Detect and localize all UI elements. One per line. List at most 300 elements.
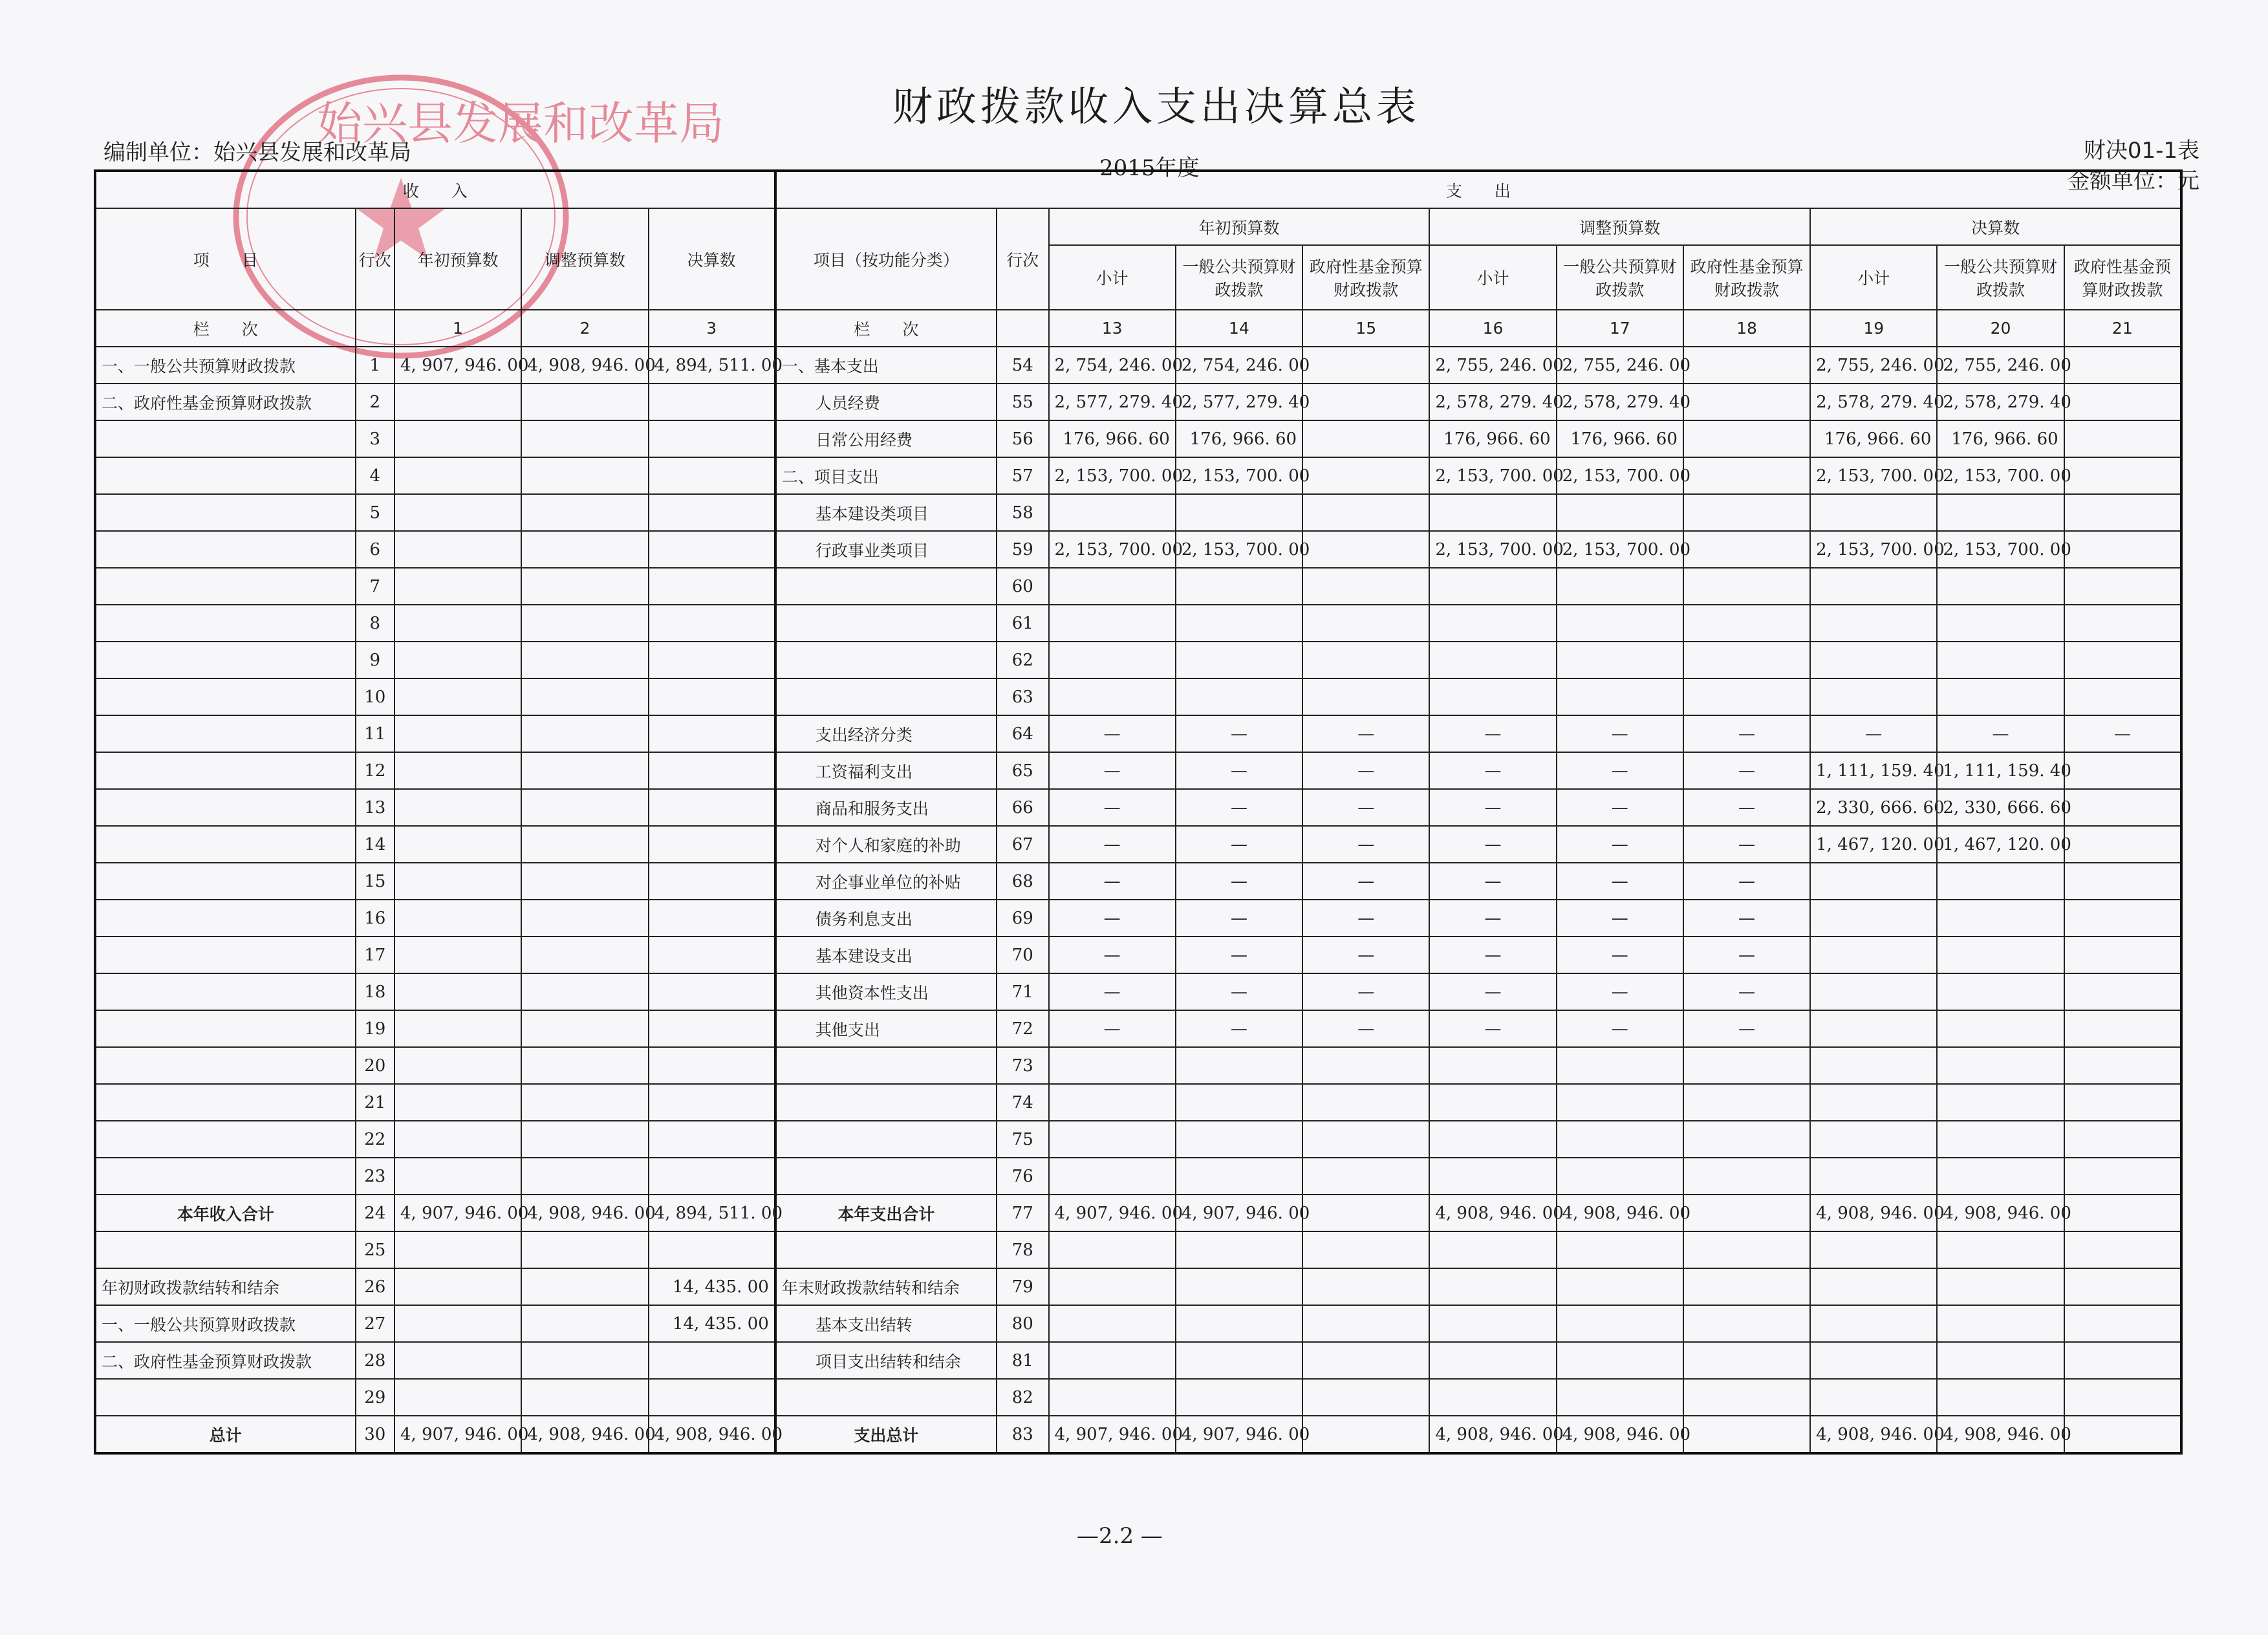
expense-value: — bbox=[1557, 973, 1683, 1010]
expense-value bbox=[2064, 937, 2181, 973]
fund-header: 政府性基金预算财政拨款 bbox=[1683, 245, 1810, 310]
expense-value: — bbox=[1049, 863, 1176, 900]
expense-value bbox=[1810, 605, 1937, 642]
item-header: 项 目 bbox=[95, 208, 356, 310]
expense-value bbox=[2064, 1047, 2181, 1084]
income-item-label bbox=[95, 605, 356, 642]
expense-value: 2, 577, 279. 40 bbox=[1049, 384, 1176, 420]
expense-item-label bbox=[775, 1231, 997, 1268]
income-initial-value bbox=[394, 826, 521, 863]
expense-value: — bbox=[1176, 900, 1302, 937]
expense-value: — bbox=[1049, 752, 1176, 789]
income-row-number: 6 bbox=[356, 531, 394, 568]
expense-value: — bbox=[1176, 937, 1302, 973]
income-initial-value bbox=[394, 715, 521, 752]
expense-value bbox=[1557, 1342, 1683, 1379]
income-initial-value bbox=[394, 789, 521, 826]
income-adjusted-value bbox=[521, 900, 648, 937]
expense-value: — bbox=[1049, 789, 1176, 826]
expense-value bbox=[1683, 568, 1810, 605]
income-initial-value bbox=[394, 1121, 521, 1158]
expense-row-number: 80 bbox=[997, 1305, 1049, 1342]
income-adjusted-value bbox=[521, 420, 648, 457]
income-adjusted-value bbox=[521, 1342, 648, 1379]
editor-unit: 编制单位：始兴县发展和改革局 bbox=[103, 140, 411, 166]
expense-value: 2, 578, 279. 40 bbox=[1937, 384, 2064, 420]
income-row-number: 18 bbox=[356, 973, 394, 1010]
income-adjusted-value bbox=[521, 531, 648, 568]
income-row-number: 9 bbox=[356, 642, 394, 678]
expense-value bbox=[1937, 642, 2064, 678]
income-initial-value bbox=[394, 1010, 521, 1047]
income-row-number: 15 bbox=[356, 863, 394, 900]
expense-value bbox=[1049, 1047, 1176, 1084]
expense-item-label bbox=[775, 605, 997, 642]
expense-item-label: 债务利息支出 bbox=[775, 900, 997, 937]
expense-value: 2, 755, 246. 00 bbox=[1557, 347, 1683, 384]
income-final-value bbox=[649, 1342, 775, 1379]
expense-value: — bbox=[1557, 900, 1683, 937]
expense-value bbox=[1176, 1084, 1302, 1121]
expense-value bbox=[1810, 1010, 1937, 1047]
table-row bbox=[95, 1231, 2181, 1268]
expense-item-label: 年末财政拨款结转和结余 bbox=[775, 1268, 997, 1305]
income-row-number: 14 bbox=[356, 826, 394, 863]
expense-value bbox=[2064, 678, 2181, 715]
expense-value bbox=[1683, 1416, 1810, 1453]
table-row bbox=[95, 494, 2181, 531]
grp-final-header: 决算数 bbox=[1810, 208, 2181, 245]
income-row-number: 24 bbox=[356, 1195, 394, 1231]
income-final-value: 14, 435. 00 bbox=[649, 1305, 775, 1342]
amount-unit: 金额单位：元 bbox=[2068, 168, 2199, 194]
expense-value bbox=[1049, 1084, 1176, 1121]
income-row-number: 7 bbox=[356, 568, 394, 605]
expense-item-label bbox=[775, 1121, 997, 1158]
expense-value bbox=[1302, 1158, 1429, 1195]
expense-value bbox=[2064, 1268, 2181, 1305]
table-row bbox=[95, 1047, 2181, 1084]
expense-row-number: 60 bbox=[997, 568, 1049, 605]
fund-header: 政府性基金预算财政拨款 bbox=[2064, 245, 2181, 310]
expense-value: — bbox=[1429, 937, 1556, 973]
expense-value bbox=[1937, 1010, 2064, 1047]
expense-value bbox=[1429, 1047, 1556, 1084]
expense-value bbox=[1049, 494, 1176, 531]
income-adjusted-value bbox=[521, 642, 648, 678]
expense-value: 4, 908, 946. 00 bbox=[1810, 1416, 1937, 1453]
expense-row-number: 59 bbox=[997, 531, 1049, 568]
expense-value bbox=[1176, 1379, 1302, 1416]
expense-value: 2, 577, 279. 40 bbox=[1176, 384, 1302, 420]
expense-value: 4, 907, 946. 00 bbox=[1049, 1416, 1176, 1453]
table-row bbox=[95, 826, 2181, 863]
expense-value bbox=[1176, 568, 1302, 605]
expense-value: 2, 754, 246. 00 bbox=[1176, 347, 1302, 384]
expense-value bbox=[2064, 1305, 2181, 1342]
table-row bbox=[95, 863, 2181, 900]
expense-value bbox=[1937, 1379, 2064, 1416]
expense-value: 1, 467, 120. 00 bbox=[1810, 826, 1937, 863]
income-final-value bbox=[649, 752, 775, 789]
expense-value bbox=[1176, 1047, 1302, 1084]
expense-value: — bbox=[1302, 863, 1429, 900]
expense-value bbox=[1176, 605, 1302, 642]
income-item-label bbox=[95, 1047, 356, 1084]
expense-item-label bbox=[775, 642, 997, 678]
expense-row-number: 66 bbox=[997, 789, 1049, 826]
table-row bbox=[95, 642, 2181, 678]
expense-value bbox=[1683, 420, 1810, 457]
expense-value bbox=[1429, 678, 1556, 715]
expense-value bbox=[1557, 605, 1683, 642]
income-initial-value bbox=[394, 900, 521, 937]
expense-value bbox=[1429, 1158, 1556, 1195]
expense-value: — bbox=[1557, 715, 1683, 752]
income-final-value bbox=[649, 420, 775, 457]
expense-value bbox=[1302, 1342, 1429, 1379]
expense-value: 176, 966. 60 bbox=[1049, 420, 1176, 457]
expense-value bbox=[1810, 1231, 1937, 1268]
income-row-number: 13 bbox=[356, 789, 394, 826]
expense-value bbox=[1302, 1416, 1429, 1453]
expense-value bbox=[1683, 457, 1810, 494]
table-row bbox=[95, 1195, 2181, 1231]
expense-value bbox=[2064, 752, 2181, 789]
expense-value: 2, 153, 700. 00 bbox=[1429, 531, 1556, 568]
income-adjusted-value bbox=[521, 1084, 648, 1121]
expense-row-number: 79 bbox=[997, 1268, 1049, 1305]
expense-value bbox=[1937, 900, 2064, 937]
income-row-number: 17 bbox=[356, 937, 394, 973]
expense-row-number: 67 bbox=[997, 826, 1049, 863]
income-adjusted-value bbox=[521, 752, 648, 789]
subtotal-header: 小计 bbox=[1429, 245, 1556, 310]
income-item-label bbox=[95, 1158, 356, 1195]
expense-value: — bbox=[1429, 826, 1556, 863]
income-item-label: 本年收入合计 bbox=[95, 1195, 356, 1231]
expense-value bbox=[1302, 347, 1429, 384]
expense-row-number: 73 bbox=[997, 1047, 1049, 1084]
income-final-value: 4, 908, 946. 00 bbox=[649, 1416, 775, 1453]
expense-value bbox=[1810, 900, 1937, 937]
income-final-value bbox=[649, 531, 775, 568]
expense-item-label: 日常公用经费 bbox=[775, 420, 997, 457]
expense-value: 4, 908, 946. 00 bbox=[1810, 1195, 1937, 1231]
expense-value bbox=[1683, 1121, 1810, 1158]
table-row bbox=[95, 752, 2181, 789]
income-adjusted-value bbox=[521, 605, 648, 642]
income-adjusted-value bbox=[521, 494, 648, 531]
form-number: 财决01-1表 bbox=[2083, 138, 2199, 164]
col-num: 21 bbox=[2064, 310, 2181, 347]
expense-value bbox=[2064, 1416, 2181, 1453]
expense-value: 4, 907, 946. 00 bbox=[1049, 1195, 1176, 1231]
expense-value bbox=[1810, 1268, 1937, 1305]
expense-value bbox=[1557, 1084, 1683, 1121]
col-num: 3 bbox=[649, 310, 775, 347]
expense-value bbox=[1683, 531, 1810, 568]
expense-value bbox=[1937, 1158, 2064, 1195]
income-item-label bbox=[95, 789, 356, 826]
expense-item-label bbox=[775, 1379, 997, 1416]
expense-value: — bbox=[1302, 789, 1429, 826]
expense-value bbox=[1810, 1084, 1937, 1121]
income-initial-value bbox=[394, 420, 521, 457]
expense-value: — bbox=[1429, 900, 1556, 937]
income-adjusted-value bbox=[521, 678, 648, 715]
expense-item-label: 对个人和家庭的补助 bbox=[775, 826, 997, 863]
expense-value bbox=[1176, 494, 1302, 531]
col-num: 13 bbox=[1049, 310, 1176, 347]
expense-value bbox=[1557, 1379, 1683, 1416]
income-item-label: 一、一般公共预算财政拨款 bbox=[95, 347, 356, 384]
income-row-number: 30 bbox=[356, 1416, 394, 1453]
expense-value bbox=[1557, 1047, 1683, 1084]
func-item-header: 项目（按功能分类） bbox=[775, 208, 997, 310]
expense-value bbox=[1937, 863, 2064, 900]
income-row-number: 23 bbox=[356, 1158, 394, 1195]
expense-value: 4, 908, 946. 00 bbox=[1429, 1416, 1556, 1453]
income-final-value bbox=[649, 973, 775, 1010]
income-item-label bbox=[95, 1010, 356, 1047]
expense-value: — bbox=[1176, 789, 1302, 826]
expense-item-label: 支出总计 bbox=[775, 1416, 997, 1453]
income-initial-value bbox=[394, 642, 521, 678]
expense-value: 2, 754, 246. 00 bbox=[1049, 347, 1176, 384]
income-initial-value bbox=[394, 605, 521, 642]
rowno-header: 行次 bbox=[356, 208, 394, 310]
income-initial-value bbox=[394, 1231, 521, 1268]
expense-value bbox=[1683, 1231, 1810, 1268]
income-item-label bbox=[95, 1231, 356, 1268]
table-row bbox=[95, 1268, 2181, 1305]
expense-value bbox=[2064, 900, 2181, 937]
expense-value: 176, 966. 60 bbox=[1937, 420, 2064, 457]
income-item-label bbox=[95, 715, 356, 752]
expense-value bbox=[1557, 678, 1683, 715]
expense-value bbox=[1049, 678, 1176, 715]
expense-value: 176, 966. 60 bbox=[1810, 420, 1937, 457]
expense-value: 2, 578, 279. 40 bbox=[1429, 384, 1556, 420]
expense-value bbox=[1302, 1084, 1429, 1121]
expense-value bbox=[2064, 826, 2181, 863]
expense-value bbox=[2064, 420, 2181, 457]
expense-value bbox=[1049, 1121, 1176, 1158]
income-row-number: 21 bbox=[356, 1084, 394, 1121]
expense-value bbox=[1810, 863, 1937, 900]
expense-value: 2, 153, 700. 00 bbox=[1176, 531, 1302, 568]
expense-value bbox=[2064, 642, 2181, 678]
expense-value: 4, 907, 946. 00 bbox=[1176, 1416, 1302, 1453]
expense-value bbox=[1429, 642, 1556, 678]
expense-value bbox=[1810, 973, 1937, 1010]
income-row-number: 19 bbox=[356, 1010, 394, 1047]
expense-value bbox=[1937, 1268, 2064, 1305]
income-adjusted-value bbox=[521, 863, 648, 900]
expense-row-number: 75 bbox=[997, 1121, 1049, 1158]
expense-item-label bbox=[775, 568, 997, 605]
expense-row-number: 76 bbox=[997, 1158, 1049, 1195]
expense-value: — bbox=[1683, 973, 1810, 1010]
income-row-number: 20 bbox=[356, 1047, 394, 1084]
income-initial-value bbox=[394, 973, 521, 1010]
expense-value: — bbox=[1683, 1010, 1810, 1047]
expense-value: — bbox=[1176, 752, 1302, 789]
expense-value bbox=[1429, 1268, 1556, 1305]
expense-value bbox=[1049, 1158, 1176, 1195]
expense-value: 4, 908, 946. 00 bbox=[1557, 1416, 1683, 1453]
expense-value bbox=[1937, 568, 2064, 605]
expense-value bbox=[1302, 531, 1429, 568]
income-item-label bbox=[95, 568, 356, 605]
expense-value: — bbox=[1176, 826, 1302, 863]
income-row-number: 12 bbox=[356, 752, 394, 789]
income-adjusted-value bbox=[521, 715, 648, 752]
income-adjusted-value bbox=[521, 384, 648, 420]
expense-item-label bbox=[775, 1158, 997, 1195]
expense-value bbox=[1937, 605, 2064, 642]
income-final-value bbox=[649, 642, 775, 678]
expense-value: — bbox=[1176, 863, 1302, 900]
expense-value bbox=[1937, 1231, 2064, 1268]
income-item-label bbox=[95, 457, 356, 494]
table-row bbox=[95, 1379, 2181, 1416]
table-row bbox=[95, 973, 2181, 1010]
expense-value: — bbox=[1429, 863, 1556, 900]
expense-value bbox=[1683, 1342, 1810, 1379]
income-final-value: 4, 894, 511. 00 bbox=[649, 347, 775, 384]
expense-value: — bbox=[1302, 937, 1429, 973]
expense-value: — bbox=[1049, 900, 1176, 937]
expense-item-label: 二、项目支出 bbox=[775, 457, 997, 494]
expense-value bbox=[1683, 1268, 1810, 1305]
expense-row-number: 68 bbox=[997, 863, 1049, 900]
income-adjusted-value bbox=[521, 457, 648, 494]
expense-value bbox=[1429, 1121, 1556, 1158]
expense-value: — bbox=[1810, 715, 1937, 752]
expense-value: — bbox=[1683, 715, 1810, 752]
expense-value bbox=[2064, 457, 2181, 494]
expense-value bbox=[1429, 605, 1556, 642]
expense-value bbox=[1049, 1268, 1176, 1305]
expense-value bbox=[1302, 605, 1429, 642]
expense-value: 2, 153, 700. 00 bbox=[1049, 531, 1176, 568]
income-final-value bbox=[649, 678, 775, 715]
expense-value: — bbox=[1937, 715, 2064, 752]
expense-value: 2, 153, 700. 00 bbox=[1810, 457, 1937, 494]
income-final-value bbox=[649, 863, 775, 900]
expense-value: 4, 908, 946. 00 bbox=[1429, 1195, 1556, 1231]
expense-value: 4, 907, 946. 00 bbox=[1176, 1195, 1302, 1231]
income-initial-value bbox=[394, 568, 521, 605]
general-header: 一般公共预算财政拨款 bbox=[1557, 245, 1683, 310]
income-item-label bbox=[95, 1084, 356, 1121]
expense-value bbox=[1302, 1268, 1429, 1305]
table-row bbox=[95, 1305, 2181, 1342]
expense-value bbox=[1683, 1195, 1810, 1231]
expense-value bbox=[1810, 642, 1937, 678]
income-item-label: 一、一般公共预算财政拨款 bbox=[95, 1305, 356, 1342]
expense-value: 2, 578, 279. 40 bbox=[1557, 384, 1683, 420]
expense-value bbox=[2064, 531, 2181, 568]
expense-value bbox=[1937, 1121, 2064, 1158]
expense-row-number: 77 bbox=[997, 1195, 1049, 1231]
expense-item-label bbox=[775, 678, 997, 715]
income-row-number: 10 bbox=[356, 678, 394, 715]
expense-value bbox=[1810, 1379, 1937, 1416]
income-row-number: 2 bbox=[356, 384, 394, 420]
income-row-number: 27 bbox=[356, 1305, 394, 1342]
income-initial-value bbox=[394, 937, 521, 973]
expense-value: 2, 153, 700. 00 bbox=[1937, 531, 2064, 568]
expense-value: — bbox=[1302, 826, 1429, 863]
expense-value bbox=[1049, 1379, 1176, 1416]
expense-row-number: 82 bbox=[997, 1379, 1049, 1416]
expense-value bbox=[1302, 1195, 1429, 1231]
expense-value bbox=[1302, 642, 1429, 678]
expense-value bbox=[1557, 1121, 1683, 1158]
expense-value: 4, 908, 946. 00 bbox=[1937, 1416, 2064, 1453]
expense-row-number: 62 bbox=[997, 642, 1049, 678]
income-item-label bbox=[95, 420, 356, 457]
income-final-value bbox=[649, 384, 775, 420]
expense-value bbox=[2064, 1195, 2181, 1231]
final-header: 决算数 bbox=[649, 208, 775, 310]
table-row bbox=[95, 1158, 2181, 1195]
expense-item-label: 支出经济分类 bbox=[775, 715, 997, 752]
expense-value bbox=[2064, 1342, 2181, 1379]
expense-value: 4, 908, 946. 00 bbox=[1557, 1195, 1683, 1231]
expense-value bbox=[1429, 1084, 1556, 1121]
expense-value bbox=[1937, 1342, 2064, 1379]
subtotal-header: 小计 bbox=[1049, 245, 1176, 310]
table-row bbox=[95, 1416, 2181, 1453]
income-adjusted-value bbox=[521, 1121, 648, 1158]
income-item-label bbox=[95, 531, 356, 568]
income-item-label bbox=[95, 642, 356, 678]
expense-value bbox=[2064, 1010, 2181, 1047]
expense-value bbox=[2064, 494, 2181, 531]
expense-value: — bbox=[1557, 863, 1683, 900]
expense-row-number: 55 bbox=[997, 384, 1049, 420]
income-initial-value bbox=[394, 1379, 521, 1416]
income-initial-value bbox=[394, 752, 521, 789]
expense-value: 1, 467, 120. 00 bbox=[1937, 826, 2064, 863]
expense-value bbox=[1683, 494, 1810, 531]
expense-item-label: 项目支出结转和结余 bbox=[775, 1342, 997, 1379]
income-item-label bbox=[95, 863, 356, 900]
income-item-label bbox=[95, 678, 356, 715]
expense-row-number: 74 bbox=[997, 1084, 1049, 1121]
expense-value bbox=[2064, 384, 2181, 420]
expense-value bbox=[1937, 1047, 2064, 1084]
expense-value bbox=[1302, 1305, 1429, 1342]
expense-value bbox=[1810, 1121, 1937, 1158]
expense-value bbox=[2064, 347, 2181, 384]
expense-row-number: 63 bbox=[997, 678, 1049, 715]
expense-value bbox=[1937, 678, 2064, 715]
expense-value: — bbox=[1176, 715, 1302, 752]
expense-value bbox=[2064, 973, 2181, 1010]
expense-value: 176, 966. 60 bbox=[1176, 420, 1302, 457]
income-adjusted-value: 4, 908, 946. 00 bbox=[521, 347, 648, 384]
expense-item-label: 对企事业单位的补贴 bbox=[775, 863, 997, 900]
expense-value bbox=[1683, 605, 1810, 642]
expense-value bbox=[1557, 1231, 1683, 1268]
expense-value bbox=[1557, 642, 1683, 678]
income-initial-value: 4, 907, 946. 00 bbox=[394, 1416, 521, 1453]
